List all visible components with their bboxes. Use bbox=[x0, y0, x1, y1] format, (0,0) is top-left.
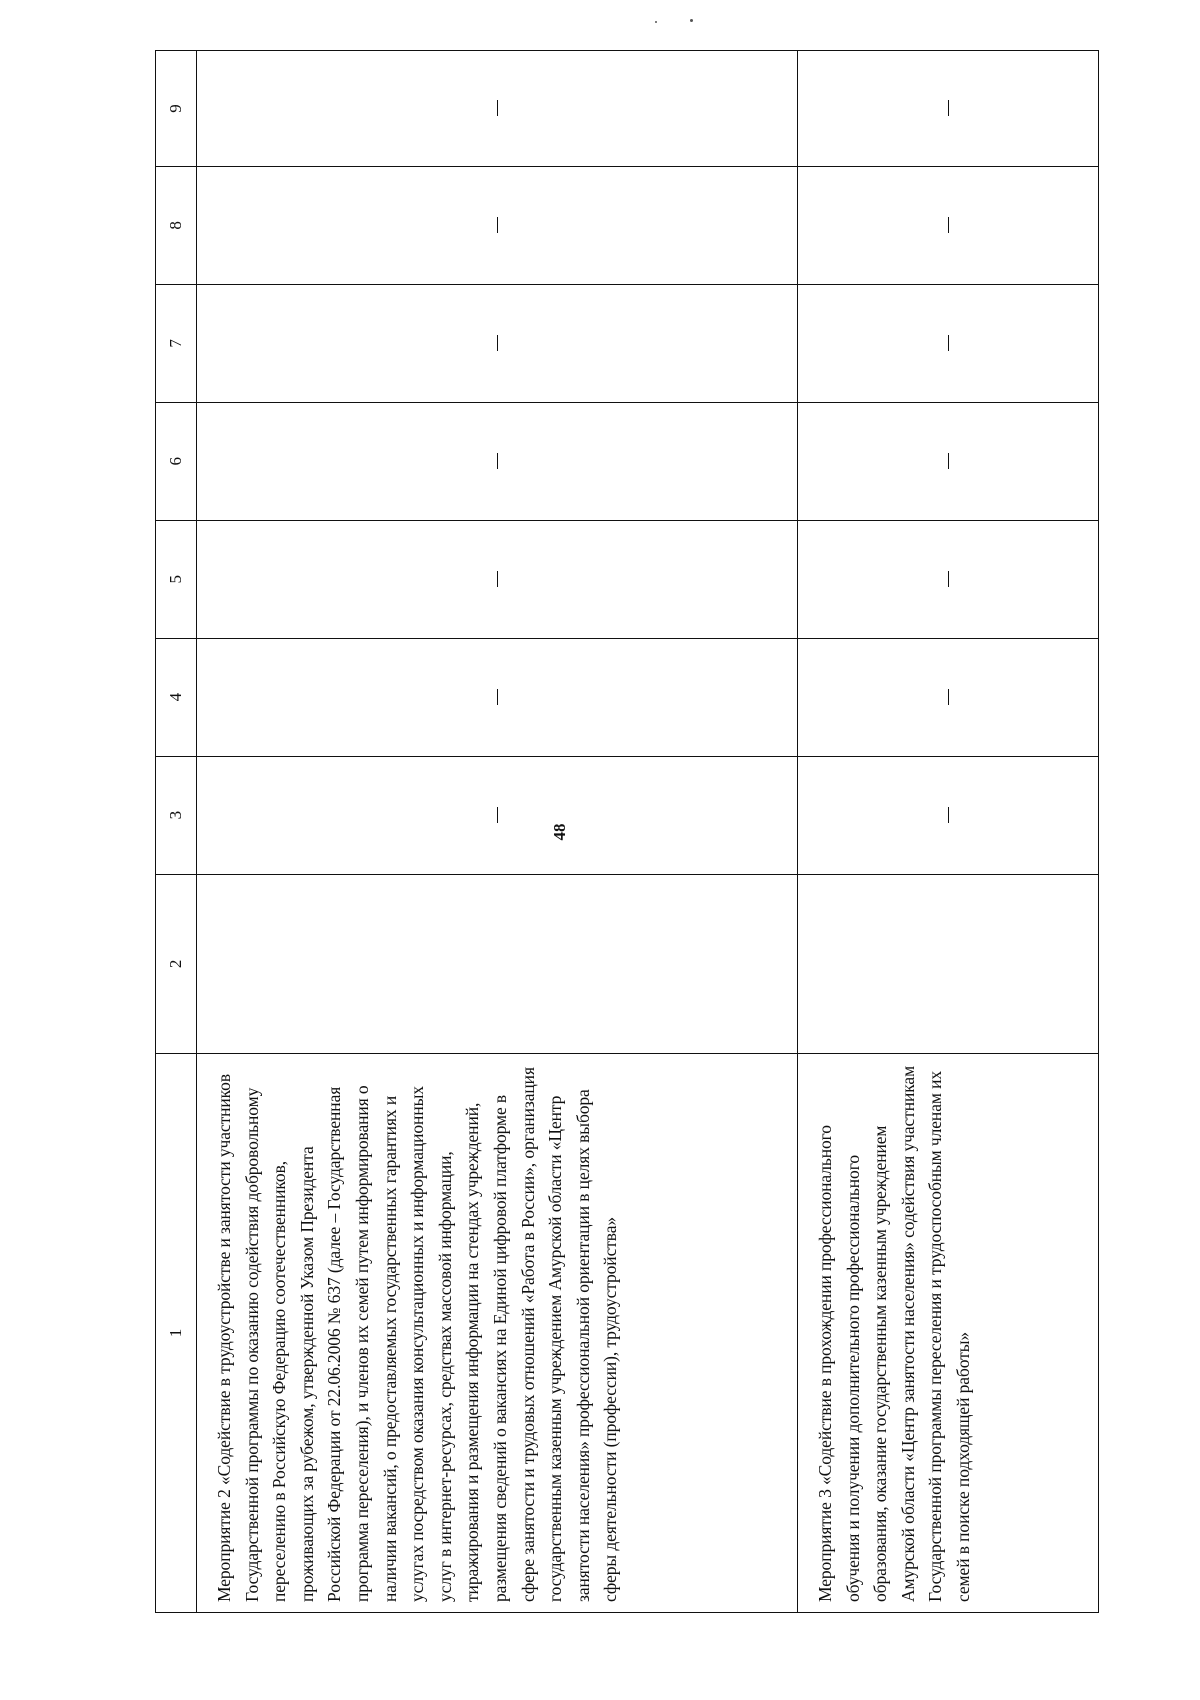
table-cell bbox=[798, 638, 1099, 756]
column-header: 4 bbox=[156, 638, 197, 756]
row-description: Мероприятие 3 «Содействие в прохождении профессионального обучения и получении дополнительного профессионального образования, оказание государственным казенным учреждением Амурской области «Центр занятости населения» содействия участникам Государственной программы переселения и трудоспособным членам их семей в поиске подходящей работы» bbox=[798, 1054, 1099, 1613]
scan-speck bbox=[690, 19, 693, 22]
table-cell bbox=[798, 51, 1099, 167]
table-row bbox=[798, 51, 1099, 1613]
page-number: 48 bbox=[550, 823, 569, 841]
row-description: Мероприятие 2 «Содействие в трудоустройстве и занятости участников Государственной программы по оказанию содействия добровольному переселению в Российскую Федерацию соотечественников, проживающих за рубежом, утвержденной Указом Президента Российской Федерации от 22.06.2006 № 637 (далее – Государственная программа переселения), и членов их семей путем информирования о наличии вакансий, о предоставляемых государственных гарантиях и услугах посредством оказания консультационных и информационных услуг в интернет-ресурсах, средствах массовой информации, тиражирования и размещения информации на стендах учреждений, размещения сведений о вакансиях на Единой цифровой платформе в сфере занятости и трудовых отношений «Работа в России», организация государственным казенным учреждением Амурской области «Центр занятости населения» профессиональной ориентации в целях выбора сферы деятельности (профессии), трудоустройства» bbox=[197, 1054, 798, 1613]
column-header: 8 bbox=[156, 166, 197, 284]
column-header: 6 bbox=[156, 402, 197, 520]
dash-value bbox=[948, 335, 949, 351]
table-cell bbox=[798, 874, 1099, 1053]
data-table bbox=[155, 50, 1099, 1613]
table-cell bbox=[197, 638, 798, 756]
dash-value bbox=[497, 453, 498, 469]
dash-value bbox=[497, 335, 498, 351]
table-cell bbox=[197, 51, 798, 167]
dash-value bbox=[948, 689, 949, 705]
table-cell bbox=[197, 756, 798, 874]
table-row bbox=[197, 51, 798, 1613]
table-cell bbox=[798, 520, 1099, 638]
column-header: 5 bbox=[156, 520, 197, 638]
table-cell bbox=[798, 756, 1099, 874]
column-header: 2 bbox=[156, 874, 197, 1053]
table-cell bbox=[798, 166, 1099, 284]
column-header: 3 bbox=[156, 756, 197, 874]
dash-value bbox=[497, 217, 498, 233]
scan-speck bbox=[655, 21, 657, 23]
table-cell bbox=[798, 284, 1099, 402]
dash-value bbox=[948, 217, 949, 233]
table-cell bbox=[197, 284, 798, 402]
dash-value bbox=[948, 807, 949, 823]
dash-value bbox=[948, 571, 949, 587]
dash-value bbox=[948, 453, 949, 469]
table-cell bbox=[798, 402, 1099, 520]
dash-value bbox=[497, 689, 498, 705]
dash-value bbox=[497, 571, 498, 587]
table-cell bbox=[197, 166, 798, 284]
table-cell bbox=[197, 874, 798, 1053]
column-header: 7 bbox=[156, 284, 197, 402]
table-cell bbox=[197, 402, 798, 520]
header-row bbox=[156, 51, 197, 1613]
column-header: 9 bbox=[156, 51, 197, 167]
rotated-table-container bbox=[155, 50, 1099, 1613]
dash-value bbox=[948, 100, 949, 116]
table-cell bbox=[197, 520, 798, 638]
dash-value bbox=[497, 807, 498, 823]
column-header: 1 bbox=[156, 1054, 197, 1613]
dash-value bbox=[497, 100, 498, 116]
